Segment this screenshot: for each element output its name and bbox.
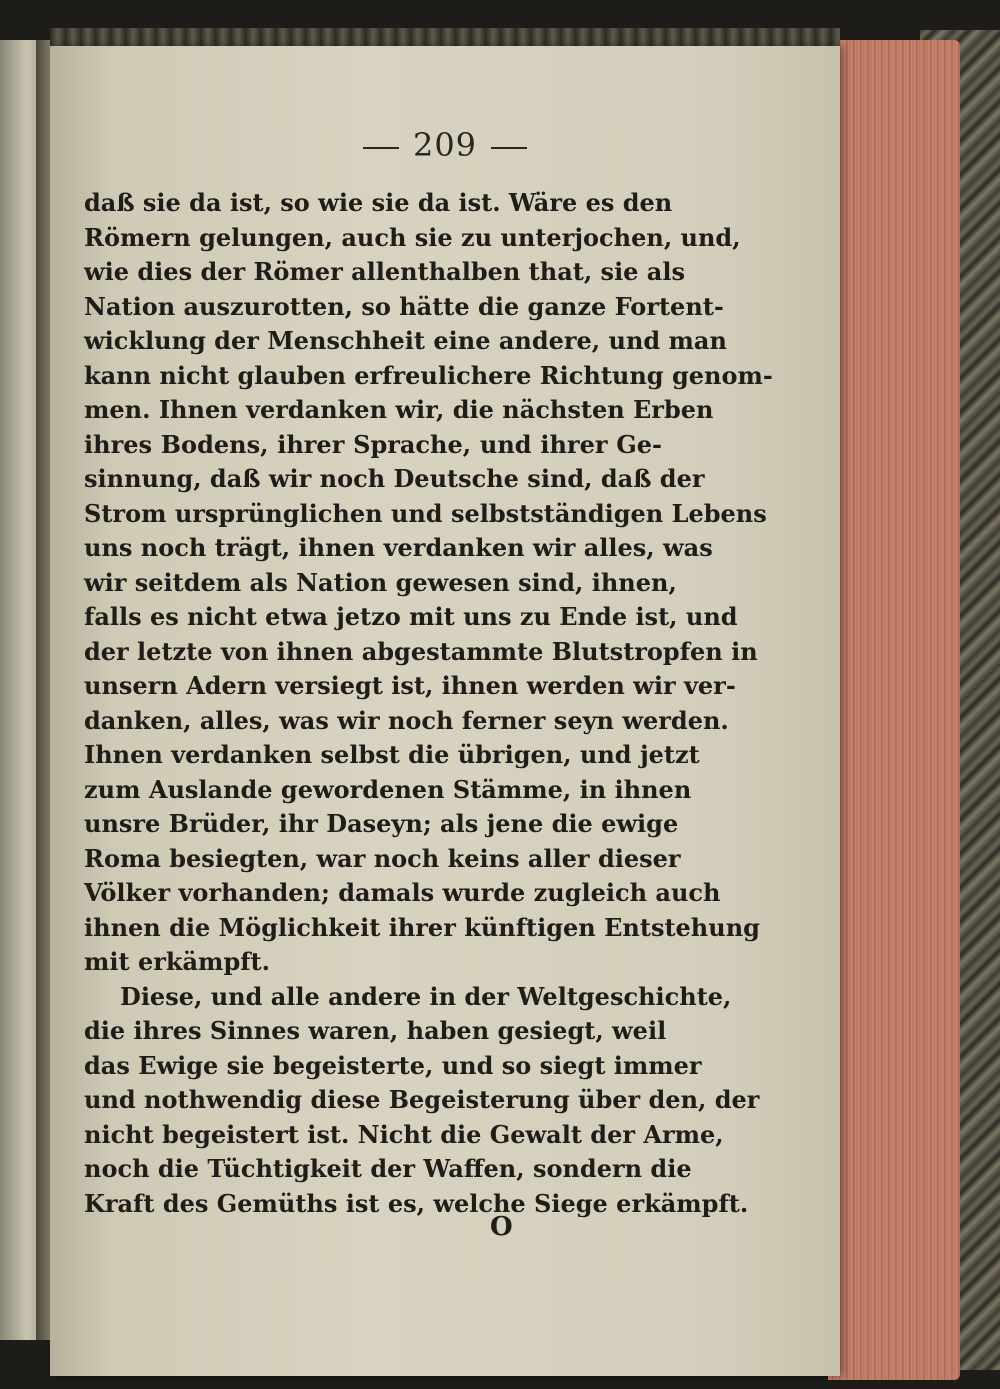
text-line: unsre Brüder, ihr Daseyn; als jene die ewige (84, 809, 679, 838)
header-dash-left (363, 147, 399, 149)
text-line: daß sie da ist, so wie sie da ist. Wäre es den (84, 188, 673, 217)
text-line: Ihnen verdanken selbst die übrigen, und jetzt (84, 740, 700, 769)
page-block-edge (828, 40, 960, 1380)
text-line: Kraft des Gemüths ist es, welche Siege erkämpft. (84, 1188, 749, 1218)
text-line: men. Ihnen verdanken wir, die nächsten Erben (84, 395, 714, 424)
previous-page-edge (0, 40, 38, 1340)
text-line: danken, alles, was wir noch ferner seyn werden. (84, 705, 729, 735)
text-line: der letzte von ihnen abgestammte Blutstropfen in (84, 636, 758, 666)
text-line: Völker vorhanden; damals wurde zugleich auch (84, 878, 721, 907)
signature-mark: O (490, 1212, 513, 1242)
text-line: uns noch trägt, ihnen verdanken wir alles, was (84, 533, 713, 562)
text-line: ihres Bodens, ihrer Sprache, und ihrer Ge- (84, 429, 662, 459)
text-line: Nation auszurotten, so hätte die ganze Fortent- (84, 291, 724, 321)
page-header (50, 126, 840, 164)
text-line: noch die Tüchtigkeit der Waffen, sondern die (84, 1154, 692, 1183)
header-dash-right (491, 147, 527, 149)
text-line: zum Auslande gewordenen Stämme, in ihnen (84, 774, 692, 804)
text-line: nicht begeistert ist. Nicht die Gewalt der Arme, (84, 1119, 724, 1149)
text-line: Römern gelungen, auch sie zu unterjochen, und, (84, 222, 741, 252)
text-line: kann nicht glauben erfreulichere Richtung genom- (84, 360, 773, 390)
text-line: die ihres Sinnes waren, haben gesiegt, weil (84, 1016, 667, 1045)
text-line: wicklung der Menschheit eine andere, und man (84, 326, 727, 355)
page-number: 209 (412, 126, 478, 164)
body-text (84, 186, 773, 1221)
text-line: Diese, und alle andere in der Weltgeschichte, (120, 981, 732, 1011)
text-line: und nothwendig diese Begeisterung über den, der (84, 1085, 760, 1114)
text-line: sinnung, daß wir noch Deutsche sind, daß der (84, 464, 705, 493)
text-line: Roma besiegten, war noch keins aller dieser (84, 843, 681, 873)
top-cover-strip (50, 28, 840, 48)
text-line: wie dies der Römer allenthalben that, sie als (84, 257, 685, 286)
text-line: unsern Adern versiegt ist, ihnen werden wir ver- (84, 671, 736, 700)
text-line: das Ewige sie begeisterte, und so siegt immer (84, 1050, 702, 1080)
text-line: mit erkämpft. (84, 947, 270, 976)
text-line: wir seitdem als Nation gewesen sind, ihnen, (84, 567, 677, 597)
text-line: ihnen die Möglichkeit ihrer künftigen Entstehung (84, 912, 760, 942)
text-line: falls es nicht etwa jetzo mit uns zu Ende ist, und (84, 602, 738, 631)
text-line: Strom ursprünglichen und selbstständigen Lebens (84, 498, 767, 528)
